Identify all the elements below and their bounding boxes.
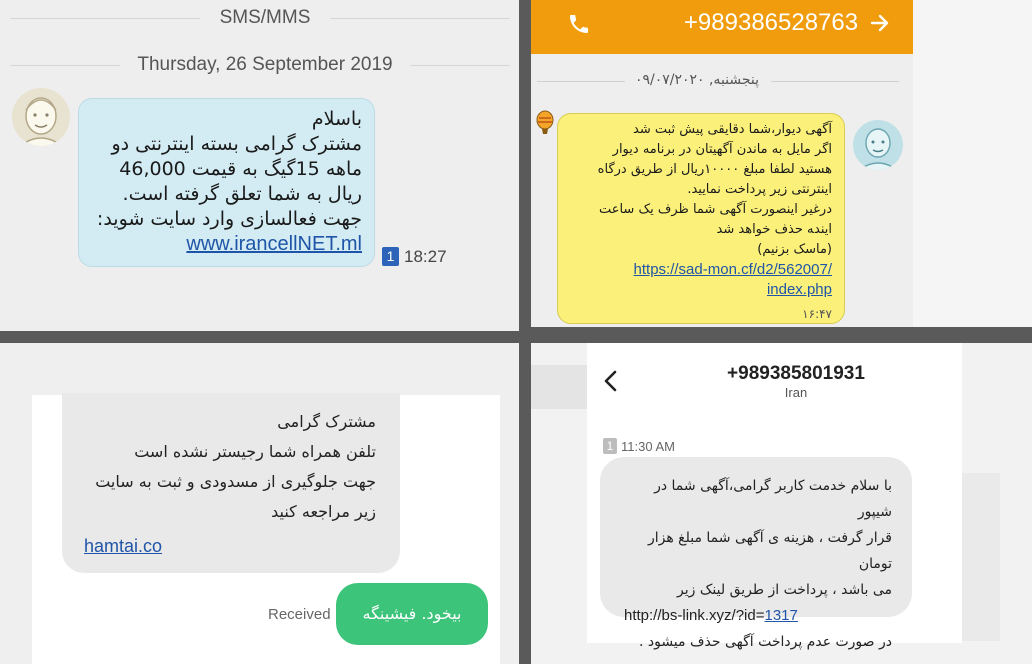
- header-side-strip: [913, 0, 1032, 327]
- contact-country: Iran: [784, 385, 808, 400]
- phone-icon[interactable]: [567, 12, 591, 36]
- date-divider-right: [410, 65, 510, 66]
- message-line: باسلام: [311, 108, 362, 130]
- panel-white-thread: [531, 343, 1032, 664]
- message-time: 11:30 AM: [621, 439, 675, 454]
- phishing-link[interactable]: www.irancellNET.ml: [186, 233, 362, 255]
- message-line: درغیر اینصورت آگهی شما ظرف یک ساعت: [598, 202, 832, 217]
- phishing-link-id[interactable]: 1317: [764, 607, 798, 624]
- date-label: پنجشنبه, ۰۹/۰۷/۲۰۲۰: [634, 72, 760, 88]
- avatar[interactable]: [853, 120, 903, 170]
- message-line: تلفن همراه شما رجیستر نشده است: [134, 442, 376, 461]
- link-prefix[interactable]: http://bs-link.xyz/?id=: [624, 607, 765, 624]
- message-line: اگر مایل به ماندن آگهیتان در برنامه دیوار: [612, 142, 832, 157]
- message-time: 18:27: [404, 247, 447, 266]
- message-line: ماهه 15گیگ به قیمت 46,000: [119, 158, 362, 180]
- message-line: زیر مراجعه کنید: [271, 502, 376, 521]
- message-line: مشترک گرامی: [277, 412, 376, 431]
- date-divider-left: [10, 65, 120, 66]
- person-sketch-icon: [12, 88, 70, 146]
- message-bubble[interactable]: [557, 113, 845, 324]
- date-label: Thursday, 26 September 2019: [137, 54, 393, 75]
- phishing-link[interactable]: https://sad-mon.cf/d2/562007/: [633, 261, 832, 278]
- message-line: ایند‍ه حذف خواهد شد: [716, 222, 832, 237]
- sim-badge: 1: [603, 438, 617, 454]
- right-strip: [962, 473, 1000, 641]
- avatar[interactable]: [12, 88, 70, 146]
- thread-header: [531, 0, 913, 54]
- sim-badge: 1: [382, 247, 399, 266]
- message-line: می باشد ، پرداخت از طریق لینک زیر: [677, 582, 892, 598]
- panel-samsung-messages: [0, 0, 519, 331]
- message-line: ریال به شما تعلق گرفته است.: [122, 183, 362, 205]
- message-line: جهت جلوگیری از مسدودی و ثبت به سایت: [95, 472, 376, 491]
- message-time: ۱۶:۴۷: [802, 307, 832, 321]
- message-line: مشترک گرامی بسته اینترنتی دو: [111, 133, 362, 155]
- date-divider-right: [771, 81, 899, 82]
- message-line: جهت فعالسازی وارد سایت شوید:: [96, 208, 362, 230]
- panel-gray-thread: [0, 343, 519, 664]
- reply-bubble[interactable]: [336, 583, 488, 645]
- message-line: هستید لطفا مبلغ ۱۰۰۰۰ریال از طریق درگاه: [597, 162, 832, 177]
- message-line: (ماسک بزنیم): [757, 242, 832, 257]
- person-sketch-icon: [853, 120, 903, 170]
- header-divider-left: [10, 18, 200, 19]
- app-title: SMS/MMS: [219, 7, 311, 28]
- header-divider-right: [330, 18, 510, 19]
- balloon-icon: [535, 110, 555, 138]
- back-chevron-icon[interactable]: [602, 369, 620, 393]
- message-line: آگهی دیوار،شما دقایقی پیش ثبت شد: [633, 122, 832, 137]
- side-strip: [531, 365, 587, 409]
- date-divider-left: [537, 81, 625, 82]
- message-bubble[interactable]: [62, 393, 400, 573]
- panel-orange-thread: [531, 0, 1032, 327]
- reply-text: بیخود. فیشینگه: [362, 604, 462, 623]
- phishing-link[interactable]: hamtai.co: [84, 536, 163, 556]
- message-line: اینترنتی زیر پرداخت نمایید.: [687, 182, 832, 197]
- message-line: با سلام خدمت کاربر گرامی،آگهی شما در شیپور: [654, 478, 892, 520]
- arrow-right-icon[interactable]: [868, 11, 892, 35]
- contact-phone-number: +989385801931: [727, 363, 865, 384]
- contact-phone-number: +989386528763: [683, 9, 859, 36]
- message-bubble[interactable]: [78, 98, 375, 267]
- message-line: قرار گرفت ، هزینه ی آگهی شما مبلغ هزار تومان: [647, 530, 892, 572]
- message-bubble[interactable]: [600, 457, 912, 650]
- message-line: در صورت عدم پرداخت آگهی حذف میشود .: [638, 634, 892, 650]
- phishing-link-continued[interactable]: index.php: [766, 281, 832, 298]
- received-label: Received: [268, 606, 331, 623]
